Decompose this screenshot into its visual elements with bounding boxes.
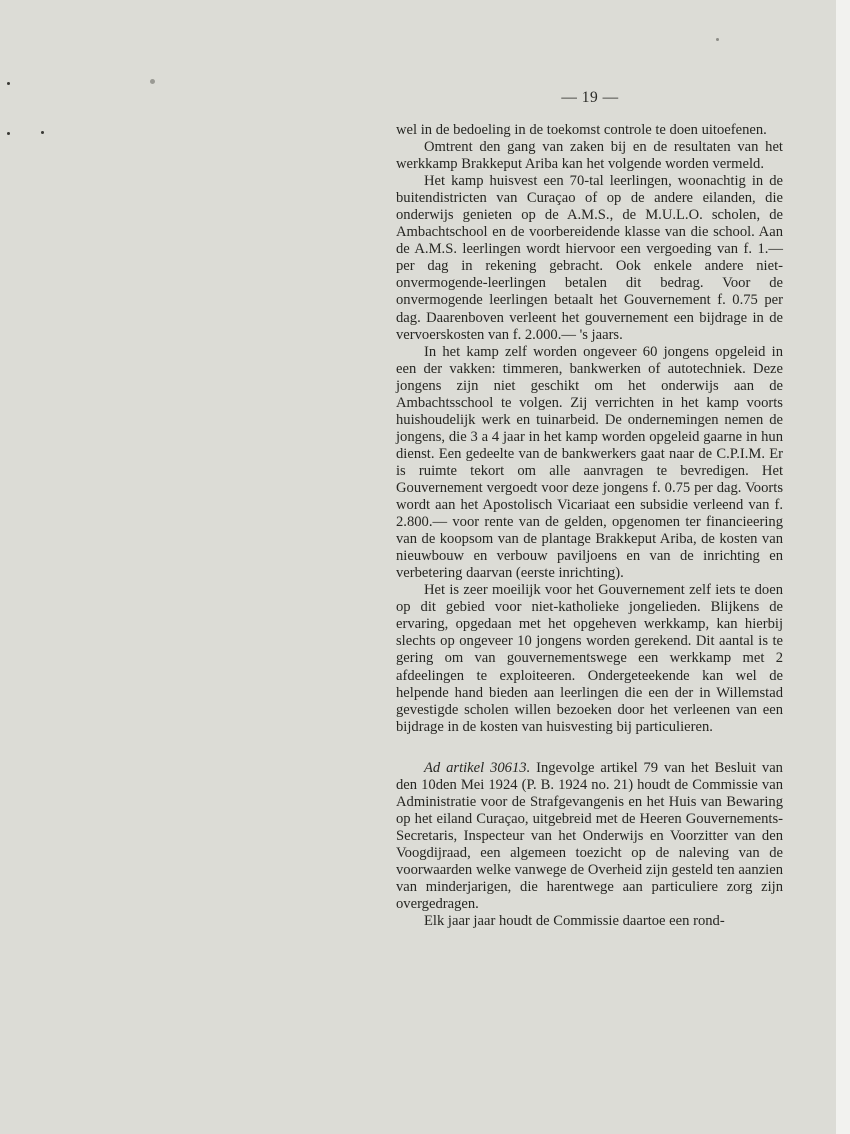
paragraph: In het kamp zelf worden ongeveer 60 jongens opgeleid in een der vakken: timmeren, bankwerken of autotechniek. Deze jongens zijn niet geschikt om het onderwijs aan de Ambachtsschool te volgen. Zij verrichten in het kamp voorts huishoudelijk werk en tuinarbeid. De ondernemingen nemen de jongens, die 3 a 4 jaar in het kamp worden opgeleid gaarne in hun dienst. Een gedeelte van de bankwerkers gaat naar de C.P.I.M. Er is ruimte tekort om alle aanvragen te bevredigen. Het Gouvernement vergoedt voor deze jongens f. 0.75 per dag. Voorts wordt aan het Apostolisch Vicariaat een subsidie verleend van f. 2.800.— voor rente van de gelden, opgenomen ter financieering van de koopsom van de plantage Brakkeput Ariba, de kosten van nieuwbouw en verbouw paviljoens en van de inrichting en verbetering daarvan (eerste inrichting). bbox=[396, 343, 783, 582]
paragraph: wel in de bedoeling in de toekomst controle te doen uitoefenen. bbox=[396, 122, 767, 138]
article-paragraph bbox=[396, 760, 783, 913]
dust-speck bbox=[41, 131, 44, 134]
paragraph: Elk jaar jaar houdt de Commissie daartoe een rond- bbox=[424, 913, 725, 930]
text-column bbox=[396, 122, 783, 930]
article-text: Ingevolge artikel 79 van het Besluit van den 10den Mei 1924 (P. B. 1924 no. 21) houdt de Commissie van Administratie voor de Strafgevangenis en het Huis van Bewaring op het eiland Curaçao, uitgebreid met de Heeren Gouvernements-Secretaris, Inspecteur van het Onderwijs en Voorzitter van den Voogdijraad, een algemeen toezicht op de naleving van de voorwaarden welke vanwege de Overheid zijn gesteld ten aanzien van minderjarigen, die harentwege aan particuliere zorg zijn overgedragen. bbox=[396, 759, 783, 913]
dust-speck bbox=[7, 132, 10, 135]
page-number: — 19 — bbox=[561, 89, 619, 106]
paragraph: Het kamp huisvest een 70-tal leerlingen, woonachtig in de buitendistricten van Curaçao of op de andere eilanden, die onderwijs genieten op de A.M.S., de M.U.L.O. scholen, de Ambachtschool en de voorbereidende klasse van die school. Aan de A.M.S. leerlingen wordt hiervoor een vergoeding van f. 1.— per dag in rekening gebracht. Ook enkele andere niet-onvermogende-leerlingen betalen dit bedrag. Voor de onvermogende leerlingen betaalt het Gouvernement f. 0.75 per dag. Daarenboven verleent het gouvernement een bijdrage in de vervoerskosten van f. 2.000.— 's jaars. bbox=[396, 173, 783, 343]
paragraph: Het is zeer moeilijk voor het Gouvernement zelf iets te doen op dit gebied voor niet-katholieke jongelieden. Blijkens de ervaring, opgedaan met het opgeheven werkkamp, kan hierbij slechts op ongeveer 10 jongens worden gerekend. Dit aantal is te gering om van gouvernementswege een werkkamp met 2 afdeelingen te exploiteeren. Ondergeteekende kan wel de helpende hand bieden aan leerlingen die een der in Willemstad gevestigde scholen willen bezoeken door het verleenen van een bijdrage in de kosten van huisvesting bij particulieren. bbox=[396, 582, 783, 735]
article-reference: Ad artikel 30613. bbox=[424, 759, 531, 776]
dust-speck bbox=[7, 82, 10, 85]
dust-speck bbox=[716, 38, 719, 41]
paragraph: Omtrent den gang van zaken bij en de resultaten van het werkkamp Brakkeput Ariba kan het volgende worden vermeld. bbox=[396, 139, 783, 173]
section-gap bbox=[396, 736, 783, 760]
dust-speck bbox=[150, 79, 155, 84]
scan-edge bbox=[836, 0, 850, 1134]
